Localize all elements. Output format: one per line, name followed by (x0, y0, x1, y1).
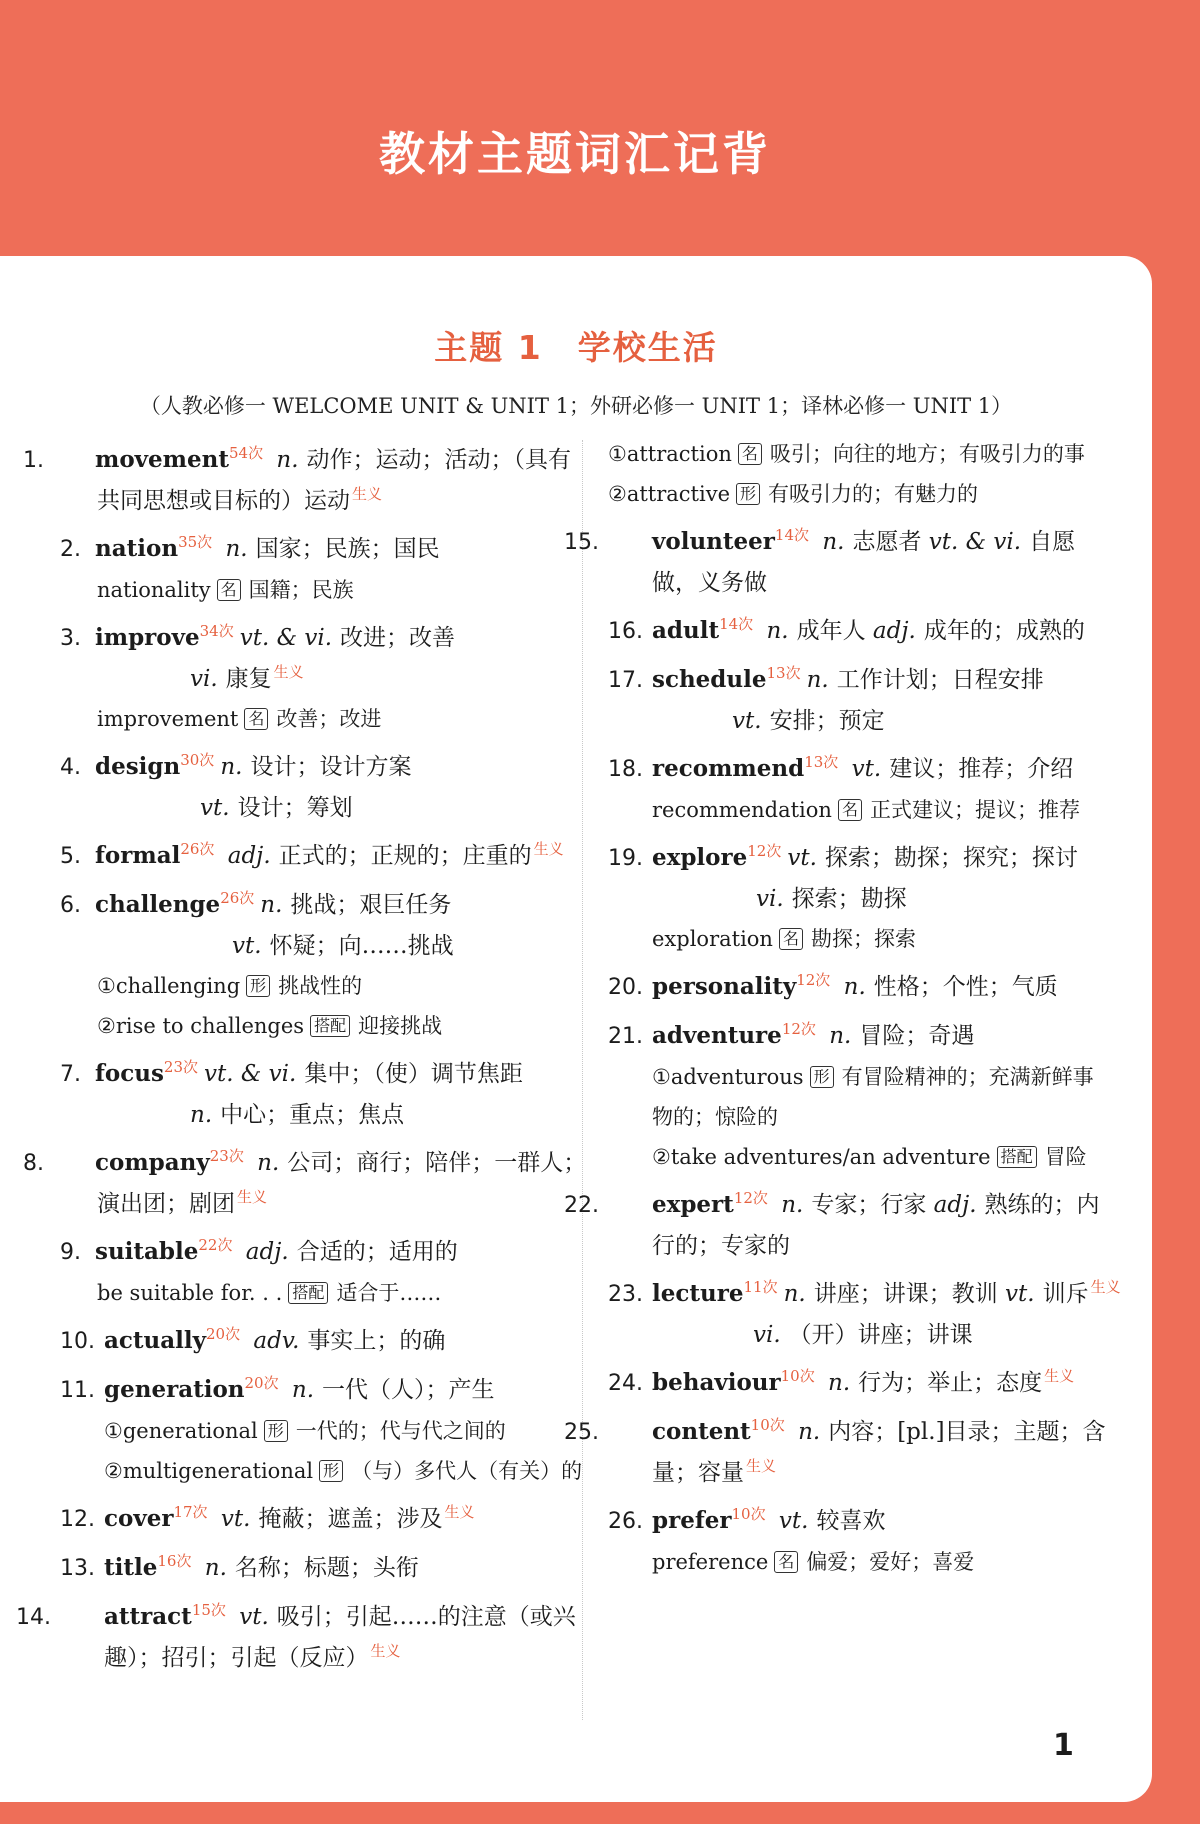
derivative-definition: 改善；改进 (276, 707, 382, 731)
derivative-line (608, 919, 1108, 959)
definition: 训斥 (1042, 1281, 1089, 1307)
word-class-tag: 名 (244, 708, 268, 730)
word-class-tag: 名 (738, 443, 762, 465)
part-of-speech: n. (291, 1377, 315, 1403)
entry-number: 6. (60, 893, 81, 918)
vocab-entry (608, 660, 1108, 741)
new-sense-mark: 生义 (237, 1188, 268, 1207)
vocab-entry (608, 967, 1108, 1008)
derivative-word: improvement (97, 707, 239, 731)
entry-number: 15. (564, 530, 599, 555)
collocation-phrase: ②rise to challenges (97, 1014, 305, 1038)
part-of-speech: adj. (933, 1192, 977, 1218)
topic-subtitle: （人教必修一 WELCOME UNIT & UNIT 1；外研必修一 UNIT 1；译林必修一 UNIT 1） (139, 394, 1013, 418)
entry-word: title (104, 1554, 158, 1581)
part-of-speech: n. (829, 1023, 852, 1049)
new-sense-mark: 生义 (370, 1642, 401, 1661)
frequency-badge: 26次 (220, 889, 255, 908)
collocation-definition: 冒险 (1044, 1145, 1087, 1169)
frequency-badge: 26次 (180, 840, 215, 859)
vocab-entry (60, 836, 590, 877)
vocab-entry (16, 1597, 590, 1678)
entry-word: prefer (652, 1507, 732, 1534)
frequency-badge: 12次 (747, 842, 782, 861)
definition: 设计；设计方案 (250, 754, 412, 780)
vocab-entry (608, 1274, 1121, 1355)
entry-number: 8. (23, 1151, 44, 1176)
derivative-line (60, 1451, 590, 1491)
derivative-definition: 正式建议；提议；推荐 (869, 798, 1080, 822)
vocab-entry-continued (608, 434, 1108, 514)
derivative-definition: 勘探；探索 (810, 927, 916, 951)
new-sense-mark: 生义 (273, 663, 304, 682)
part-of-speech: n. (190, 1102, 213, 1128)
part-of-speech: vi. (190, 666, 218, 692)
definition: 国家；民族；国民 (255, 536, 440, 562)
entry-word: behaviour (652, 1369, 781, 1396)
collocation-tag: 搭配 (288, 1282, 328, 1304)
entry-number: 12. (60, 1507, 95, 1532)
definition: 志愿者 (852, 529, 922, 555)
vocab-entry (60, 1499, 590, 1540)
entry-number: 26. (608, 1509, 643, 1534)
part-of-speech: n. (843, 974, 866, 1000)
entry-number: 23. (608, 1282, 643, 1307)
frequency-badge: 35次 (178, 533, 213, 552)
derivative-word: ①challenging (97, 974, 241, 998)
collocation-definition: 迎接挑战 (358, 1014, 443, 1038)
vocab-entry (60, 747, 590, 828)
frequency-badge: 10次 (750, 1416, 785, 1435)
part-of-speech: n. (257, 1150, 280, 1176)
definition: 成年的；成熟的 (923, 618, 1085, 644)
part-of-speech: vt. (1005, 1281, 1035, 1307)
new-sense-mark: 生义 (352, 485, 383, 504)
derivative-word: nationality (97, 578, 211, 602)
entry-word: formal (95, 842, 181, 869)
entry-word: generation (104, 1376, 245, 1403)
definition: 掩蔽；遮盖；涉及 (258, 1506, 443, 1532)
part-of-speech: adj. (872, 618, 916, 644)
entry-word: company (95, 1149, 210, 1176)
derivative-line (60, 1411, 590, 1451)
frequency-badge: 11次 (743, 1278, 778, 1297)
definition: 探索；勘探；探究；探讨 (824, 845, 1078, 871)
collocation-definition: 适合于…… (336, 1281, 442, 1305)
definition: 较喜欢 (816, 1508, 886, 1534)
entry-number: 9. (60, 1240, 81, 1265)
vocab-entry (60, 1232, 590, 1313)
derivative-line (608, 434, 1108, 474)
entry-number: 2. (60, 537, 81, 562)
vocab-entry (23, 440, 590, 521)
definition: 动作；运动；活动；（具有共同思想或目标的）运动 (97, 447, 572, 514)
entry-number: 16. (608, 619, 643, 644)
entry-word: expert (652, 1191, 734, 1218)
derivative-word: exploration (652, 927, 773, 951)
definition: 合适的；适用的 (296, 1239, 458, 1265)
definition: 一代（人）；产生 (322, 1377, 495, 1403)
derivative-word: ②attractive (608, 482, 730, 506)
derivative-word: ①attraction (608, 442, 732, 466)
entry-number: 4. (60, 755, 81, 780)
definition: 行为；举止；态度 (858, 1370, 1043, 1396)
part-of-speech: n. (225, 536, 248, 562)
definition: 熟练的；内行的；专家的 (652, 1192, 1100, 1259)
vocab-entry (608, 1363, 1108, 1404)
vocab-entry (60, 618, 590, 739)
entry-word: recommend (652, 755, 805, 782)
entry-number: 21. (608, 1024, 643, 1049)
entry-number: 25. (564, 1420, 599, 1445)
definition: 讲座；讲课；教训 (813, 1281, 998, 1307)
entry-number: 11. (60, 1378, 95, 1403)
definition: （开）讲座；讲课 (788, 1322, 973, 1348)
part-of-speech: adj. (227, 843, 271, 869)
definition: 设计；筹划 (237, 795, 353, 821)
entry-word: schedule (652, 666, 767, 693)
frequency-badge: 23次 (163, 1058, 199, 1077)
definition: 自愿做，义务做 (652, 529, 1076, 596)
frequency-badge: 12次 (733, 1189, 768, 1208)
part-of-speech: n. (783, 1281, 806, 1307)
derivative-word: ①adventurous (652, 1065, 804, 1089)
derivative-definition: 吸引；向往的地方；有吸引力的事 (769, 442, 1085, 466)
definition: 康复 (225, 666, 272, 692)
word-class-tag: 形 (264, 1420, 288, 1442)
entry-word: focus (95, 1060, 164, 1087)
word-class-tag: 形 (246, 975, 270, 997)
frequency-badge: 14次 (774, 526, 809, 545)
part-of-speech: n. (220, 754, 243, 780)
frequency-badge: 34次 (199, 622, 234, 641)
part-of-speech: vt. (732, 708, 762, 734)
entry-number: 1. (23, 448, 44, 473)
new-sense-mark: 生义 (1090, 1278, 1121, 1297)
frequency-badge: 12次 (796, 971, 831, 990)
new-sense-mark: 生义 (746, 1457, 777, 1476)
derivative-line (608, 1542, 1108, 1582)
entry-word: lecture (652, 1280, 744, 1307)
part-of-speech: vt. (851, 756, 882, 782)
collocation-tag: 搭配 (997, 1146, 1037, 1168)
part-of-speech: n. (260, 892, 283, 918)
entry-word: adventure (652, 1022, 782, 1049)
part-of-speech: vi. (753, 1322, 781, 1348)
part-of-speech: n. (276, 447, 299, 473)
part-of-speech: vt. (239, 1604, 269, 1630)
definition: 改进；改善 (340, 625, 456, 651)
vocab-entry (564, 522, 1108, 603)
frequency-badge: 20次 (244, 1374, 279, 1393)
part-of-speech: vt. & vi. (204, 1061, 297, 1087)
collocation-tag: 搭配 (310, 1015, 350, 1037)
part-of-speech: n. (822, 529, 845, 555)
part-of-speech: n. (828, 1370, 851, 1396)
derivative-definition: 偏爱；爱好；喜爱 (806, 1550, 975, 1574)
derivative-definition: 有吸引力的；有魅力的 (768, 482, 979, 506)
definition: 中心；重点；焦点 (220, 1102, 405, 1128)
new-sense-mark: 生义 (533, 840, 564, 859)
definition: 成年人 (796, 618, 866, 644)
entry-number: 17. (608, 668, 643, 693)
derivative-definition: （与）多代人（有关）的 (351, 1459, 583, 1483)
frequency-badge: 22次 (198, 1236, 233, 1255)
derivative-line (608, 474, 1108, 514)
part-of-speech: n. (766, 618, 789, 644)
definition: 建议；推荐；介绍 (889, 756, 1074, 782)
derivative-line (60, 570, 590, 610)
frequency-badge: 54次 (229, 444, 264, 463)
part-of-speech: vt. (778, 1508, 809, 1534)
left-column (16, 440, 590, 1686)
part-of-speech: vt. (787, 845, 817, 871)
vocab-entry (60, 1054, 590, 1135)
part-of-speech: vi. (756, 886, 784, 912)
derivative-word: ②multigenerational (104, 1459, 314, 1483)
definition: 怀疑；向……挑战 (269, 933, 454, 959)
derivative-definition: 一代的；代与代之间的 (295, 1419, 506, 1443)
part-of-speech: vt. (232, 933, 262, 959)
derivative-line (608, 790, 1108, 830)
part-of-speech: vt. (220, 1506, 251, 1532)
collocation-line (608, 1137, 1108, 1177)
derivative-definition: 挑战性的 (278, 974, 363, 998)
vocab-entry (608, 838, 1108, 959)
definition: 探索；勘探 (791, 886, 907, 912)
vocab-entry (608, 611, 1108, 652)
vocab-entry (608, 749, 1108, 830)
part-of-speech: n. (781, 1192, 804, 1218)
frequency-badge: 23次 (209, 1147, 244, 1166)
definition: 公司；商行；陪伴；一群人；演出团；剧团 (97, 1150, 587, 1217)
frequency-badge: 20次 (206, 1325, 241, 1344)
vocab-entry (60, 529, 590, 610)
part-of-speech: vt. & vi. (239, 625, 333, 651)
frequency-badge: 14次 (719, 615, 754, 634)
page-header-title: 教材主题词汇记背 (379, 127, 771, 181)
definition: 名称；标题；头衔 (234, 1555, 419, 1581)
entry-number: 13. (60, 1556, 95, 1581)
frequency-badge: 12次 (781, 1020, 816, 1039)
entry-word: content (652, 1418, 751, 1445)
derivative-word: recommendation (652, 798, 832, 822)
entry-word: volunteer (652, 528, 775, 555)
frequency-badge: 16次 (157, 1552, 192, 1571)
definition: 性格；个性；气质 (873, 974, 1058, 1000)
word-class-tag: 名 (217, 579, 241, 601)
entry-number: 22. (564, 1193, 599, 1218)
frequency-badge: 30次 (180, 751, 215, 770)
vocab-entry (60, 1321, 590, 1362)
definition: 正式的；正规的；庄重的 (278, 843, 532, 869)
word-class-tag: 名 (838, 799, 862, 821)
entry-word: explore (652, 844, 748, 871)
vocab-entry (564, 1412, 1108, 1493)
part-of-speech: n. (806, 667, 829, 693)
vocab-entry (60, 1548, 590, 1589)
frequency-badge: 10次 (731, 1505, 766, 1524)
derivative-word: preference (652, 1550, 769, 1574)
entry-word: movement (95, 446, 229, 473)
vocab-entry (608, 1016, 1108, 1177)
frequency-badge: 13次 (804, 753, 839, 772)
entry-word: adult (652, 617, 720, 644)
vocab-entry (60, 1370, 590, 1491)
entry-word: actually (104, 1327, 206, 1354)
vocab-entry (60, 885, 590, 1046)
part-of-speech: vt. (200, 795, 230, 821)
definition: 集中；（使）调节焦距 (304, 1061, 523, 1087)
entry-number: 18. (608, 757, 643, 782)
entry-word: nation (95, 535, 179, 562)
definition: 专家；行家 (811, 1192, 927, 1218)
entry-word: attract (104, 1603, 192, 1630)
word-class-tag: 名 (774, 1551, 798, 1573)
entry-word: improve (95, 624, 200, 651)
collocation-phrase: be suitable for. . . (97, 1281, 283, 1305)
entry-number: 24. (608, 1371, 643, 1396)
page-number: 1 (1053, 1728, 1074, 1763)
new-sense-mark: 生义 (444, 1503, 475, 1522)
word-class-tag: 形 (319, 1460, 343, 1482)
derivative-line (60, 699, 590, 739)
derivative-definition: 国籍；民族 (248, 578, 354, 602)
part-of-speech: vt. & vi. (928, 529, 1022, 555)
part-of-speech: adj. (245, 1239, 289, 1265)
part-of-speech: n. (798, 1419, 821, 1445)
word-class-tag: 名 (779, 928, 803, 950)
entry-number: 3. (60, 626, 81, 651)
word-class-tag: 形 (736, 483, 760, 505)
vocab-entry (608, 1501, 1108, 1582)
entry-number: 20. (608, 975, 643, 1000)
entry-word: design (95, 753, 181, 780)
derivative-line (608, 1057, 1108, 1137)
definition: 事实上；的确 (307, 1328, 446, 1354)
derivative-line (60, 966, 590, 1006)
entry-number: 19. (608, 846, 643, 871)
entry-number: 10. (60, 1329, 95, 1354)
derivative-definition: 有冒险精神的；充满新鲜事物的；惊险的 (652, 1065, 1094, 1129)
collocation-line (60, 1006, 590, 1046)
entry-word: challenge (95, 891, 221, 918)
entry-number: 5. (60, 844, 81, 869)
collocation-line (60, 1273, 590, 1313)
entry-word: suitable (95, 1238, 199, 1265)
collocation-phrase: ②take adventures/an adventure (652, 1145, 991, 1169)
frequency-badge: 15次 (191, 1601, 226, 1620)
frequency-badge: 17次 (173, 1503, 208, 1522)
part-of-speech: n. (204, 1555, 227, 1581)
definition: 内容；[pl.]目录；主题；含量；容量 (652, 1419, 1106, 1486)
entry-word: personality (652, 973, 797, 1000)
frequency-badge: 10次 (780, 1367, 815, 1386)
word-class-tag: 形 (810, 1066, 834, 1088)
right-column (564, 440, 1121, 1590)
definition: 安排；预定 (769, 708, 885, 734)
entry-number: 14. (16, 1605, 51, 1630)
part-of-speech: adv. (253, 1328, 300, 1354)
entry-word: cover (104, 1505, 174, 1532)
new-sense-mark: 生义 (1044, 1367, 1075, 1386)
definition: 工作计划；日程安排 (836, 667, 1044, 693)
entry-number: 7. (60, 1062, 81, 1087)
definition: 冒险；奇遇 (859, 1023, 975, 1049)
definition: 挑战；艰巨任务 (290, 892, 452, 918)
vocab-entry (23, 1143, 590, 1224)
derivative-word: ①generational (104, 1419, 258, 1443)
topic-title: 主题 1 学校生活 (434, 328, 718, 367)
frequency-badge: 13次 (766, 664, 801, 683)
vocab-entry (564, 1185, 1108, 1266)
definition: 吸引；引起……的注意（或兴趣）；招引；引起（反应） (104, 1604, 576, 1671)
